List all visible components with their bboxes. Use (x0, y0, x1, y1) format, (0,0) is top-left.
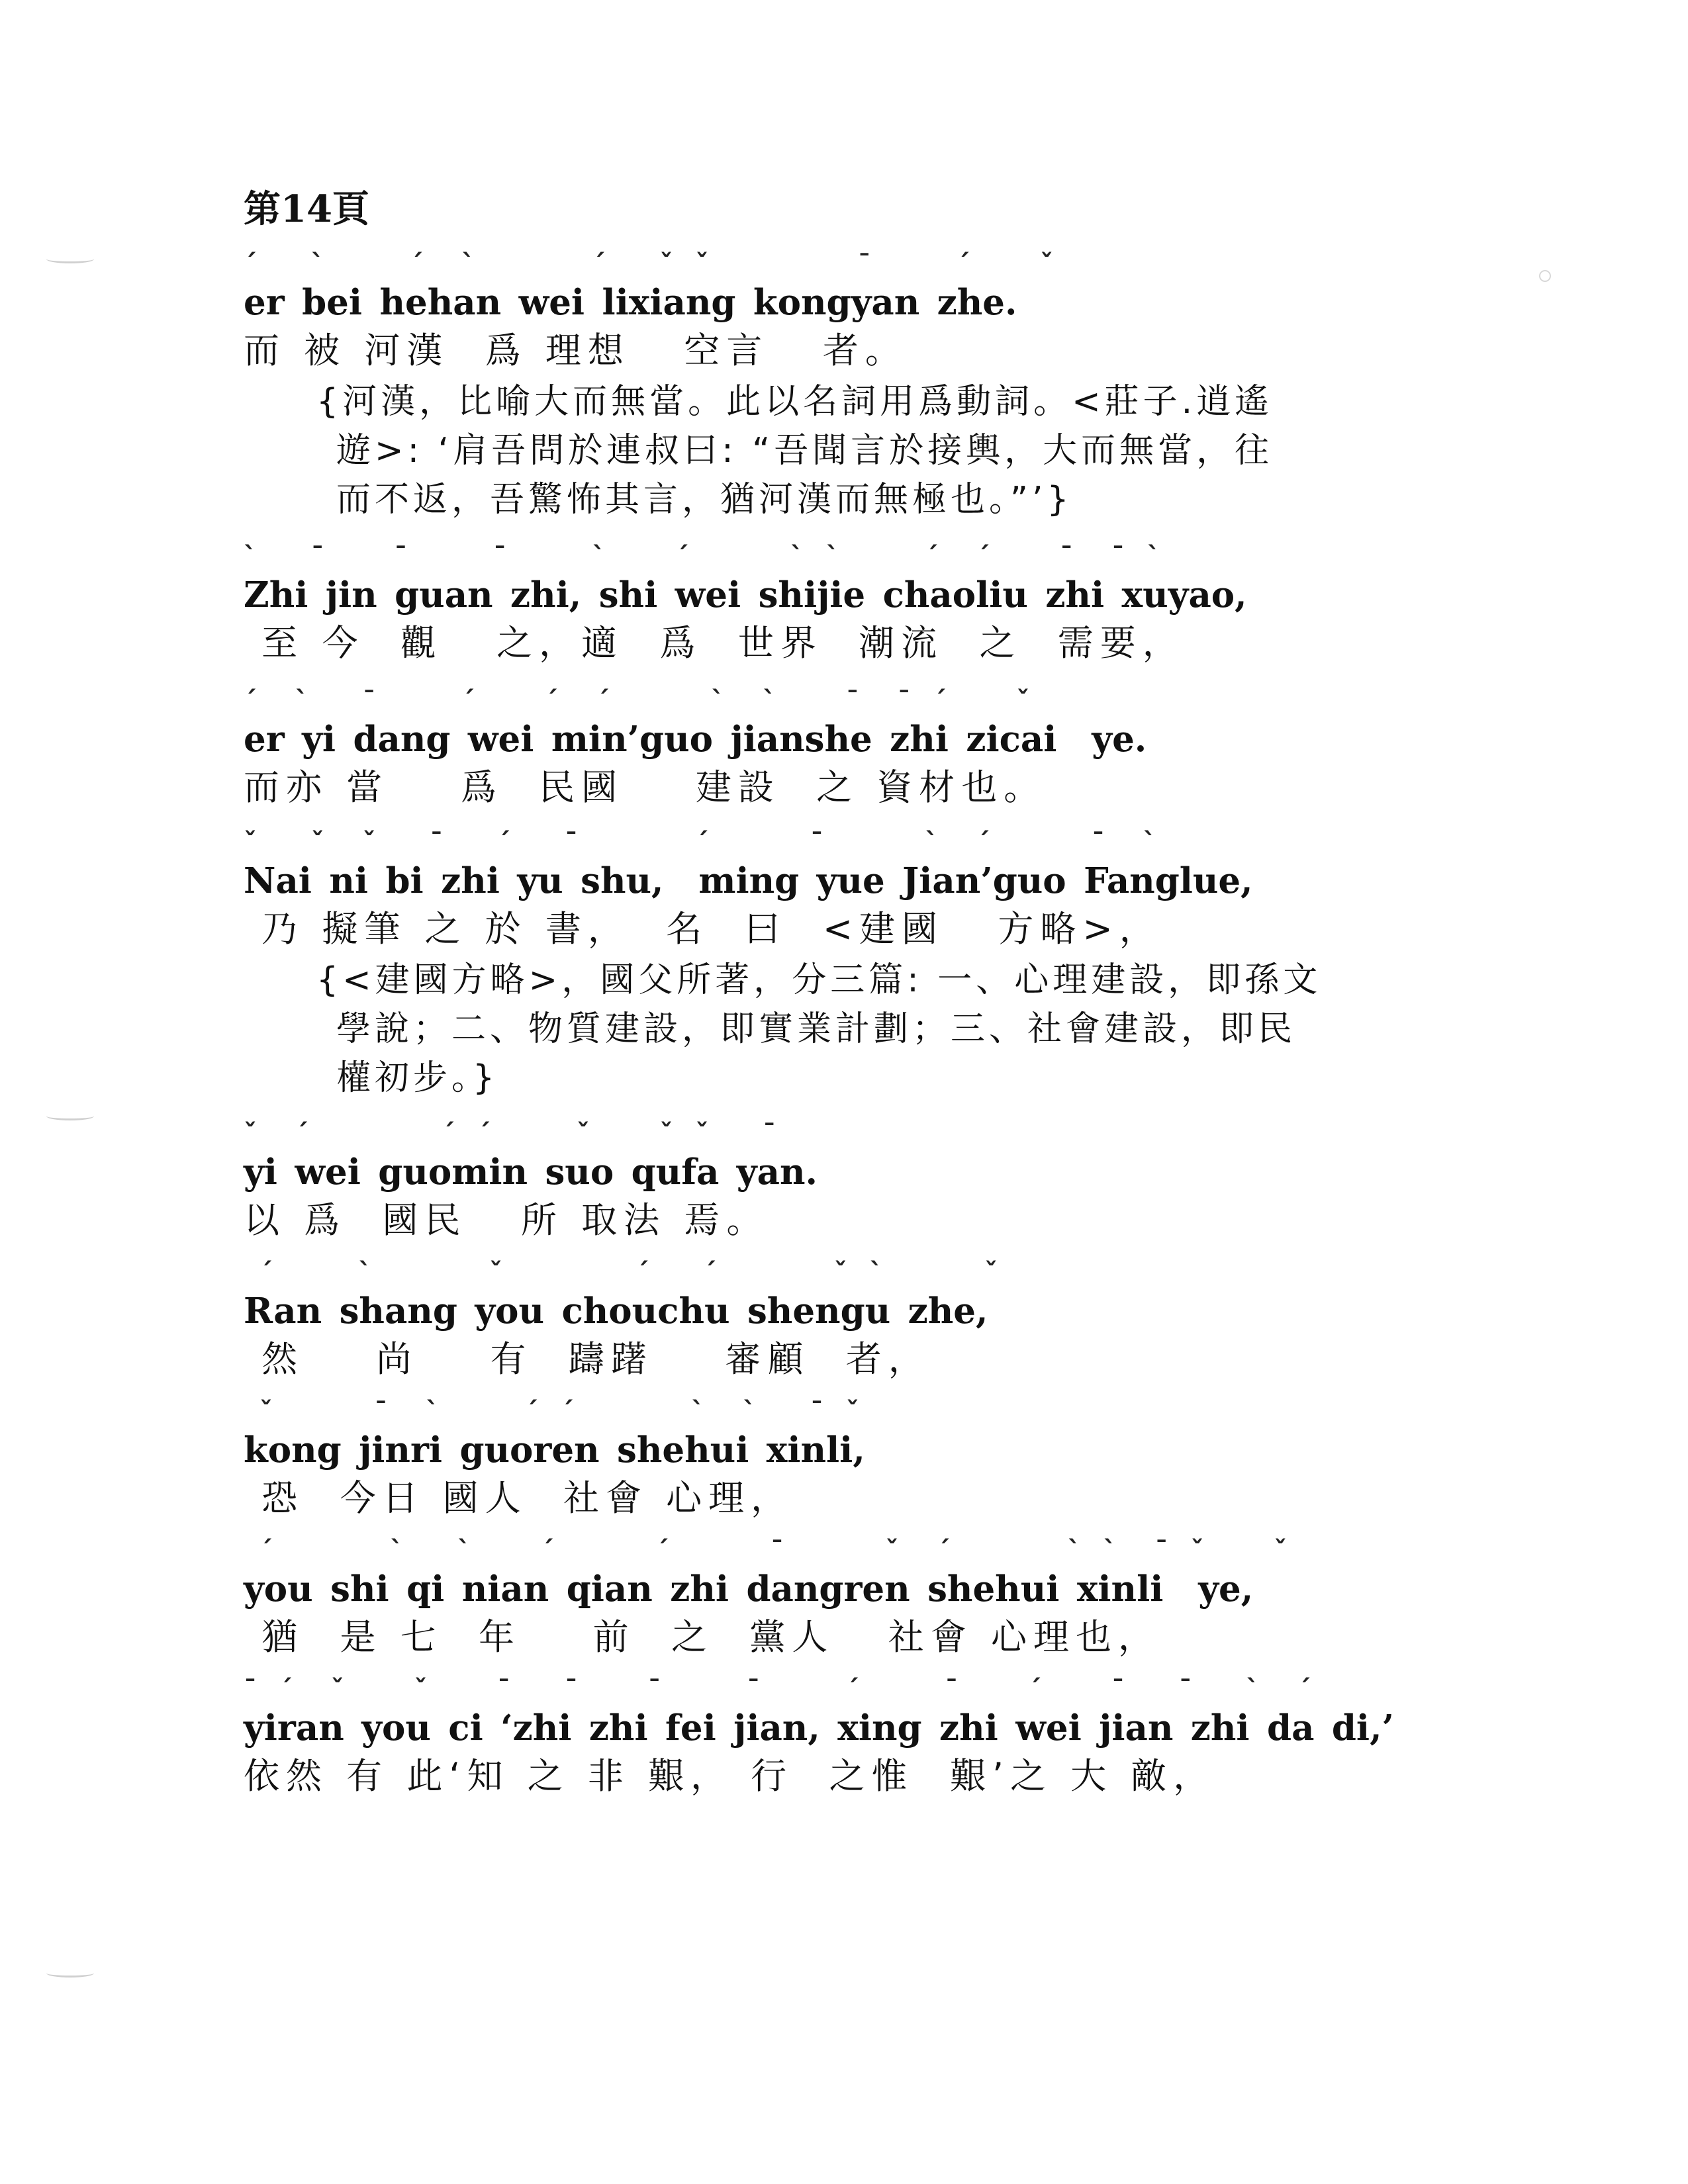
commentary-line: {河漢，比喻大而無當。此以名詞用爲動詞。<莊子.逍遙 (316, 382, 1274, 422)
tone-marks-line: ˇ ˇ ˇ ˉ ˊ ˉ ˊ ˉ ˋ ˊ ˉ ˋ (244, 828, 1163, 858)
chinese-line: 依然 有 此‘知 之 非 艱， 行 之惟 艱’之 大 敵， (244, 1755, 1216, 1797)
verse-4 (244, 827, 1501, 1103)
commentary-line: {<建國方略>，國父所著，分三篇: 一、心理建設，即孫文 (316, 960, 1322, 1000)
pinyin-line: Nai ni bi zhi yu shu, ming yue Jian’guo Fanglue, (244, 860, 1253, 901)
pinyin-line: kong jinri guoren shehui xinli, (244, 1430, 865, 1471)
tone-marks-line: ˊ ˋ ˋ ˊ ˊ ˉ ˇ ˊ ˋ ˋ ˉ ˇ ˇ (244, 1536, 1294, 1567)
pinyin-line: er bei hehan wei lixiang kongyan zhe. (244, 282, 1017, 323)
chinese-line: 猶 是 七 年 前 之 黨人 社會 心理也， (244, 1616, 1160, 1658)
tone-marks-line: ˊ ˋ ˊ ˋ ˊ ˇ ˇ ˉ ˊ ˇ (244, 250, 1060, 280)
pinyin-line: yiran you ci ‘zhi zhi fei jian, xing zhi wei jian zhi da di,’ (244, 1707, 1394, 1749)
commentary-line: 權初步。} (336, 1058, 499, 1098)
punch-hole-mark (46, 255, 94, 263)
pinyin-line: yi wei guomin suo qufa yan. (244, 1152, 818, 1193)
scan-speck (1539, 270, 1551, 282)
chinese-line: 而 被 河漢 爲 理想 空言 者。 (244, 330, 908, 371)
chinese-line: 至 今 觀 之，適 爲 世界 潮流 之 需要， (244, 622, 1185, 664)
verse-2 (244, 541, 1501, 667)
pinyin-line: you shi qi nian qian zhi dangren shehui xinli ye, (244, 1569, 1254, 1610)
pinyin-line: Zhi jin guan zhi, shi wei shijie chaoliu zhi xuyao, (244, 574, 1247, 615)
chinese-line: 以 爲 國民 所 取法 焉。 (244, 1199, 769, 1241)
tone-marks-line: ˇ ˊ ˊ ˊ ˇ ˇ ˇ ˉ (244, 1119, 783, 1150)
commentary-note (316, 377, 1429, 524)
commentary-line: 遊>: ‘肩吾問於連叔曰: “吾聞言於接輿，大而無當，往 (336, 431, 1274, 471)
verse-3 (244, 686, 1501, 811)
tone-marks-line: ˊ ˋ ˇ ˊ ˊ ˇ ˋ ˇ (244, 1258, 1005, 1289)
pinyin-line: Ran shang you chouchu shengu zhe, (244, 1291, 988, 1332)
page-number-header: 第14頁 (244, 187, 369, 231)
tone-marks-line: ˉ ˊ ˇ ˇ ˉ ˉ ˉ ˉ ˊ ˉ ˊ ˉ ˉ ˋ ˊ (244, 1675, 1318, 1706)
commentary-line: 學說；二、物質建設，即實業計劃；三、社會建設，即民 (336, 1009, 1297, 1049)
chinese-line: 而亦 當 爲 民國 建設 之 資材也。 (244, 766, 1047, 808)
chinese-line: 乃 擬筆 之 於 書， 名 曰 <建國 方略>， (244, 908, 1162, 950)
verse-8 (244, 1535, 1501, 1661)
verse-5 (244, 1118, 1501, 1244)
tone-marks-line: ˊ ˋ ˉ ˊ ˊ ˊ ˋ ˋ ˉ ˉ ˊ ˇ (244, 686, 1037, 717)
pinyin-line: er yi dang wei min’guo jianshe zhi zicai ye. (244, 719, 1147, 760)
tone-marks-line: ˇ ˉ ˋ ˊ ˊ ˋ ˋ ˉ ˇ (244, 1397, 866, 1428)
verse-6 (244, 1257, 1501, 1383)
punch-hole-mark (46, 1112, 94, 1120)
chinese-line: 然 尚 有 躊躇 審顧 者， (244, 1338, 931, 1380)
punch-hole-mark (46, 1969, 94, 1978)
verse-1 (244, 249, 1501, 524)
tone-marks-line: ˋ ˉ ˉ ˉ ˋ ˊ ˋ ˋ ˊ ˊ ˉ ˉ ˋ (244, 542, 1167, 572)
verse-7 (244, 1396, 1501, 1522)
commentary-line: 而不返，吾驚怖其言，猶河漢而無極也。”’} (336, 480, 1073, 520)
verse-9 (244, 1674, 1501, 1800)
commentary-note (316, 956, 1429, 1103)
chinese-line: 恐 今日 國人 社會 心理， (244, 1477, 794, 1519)
